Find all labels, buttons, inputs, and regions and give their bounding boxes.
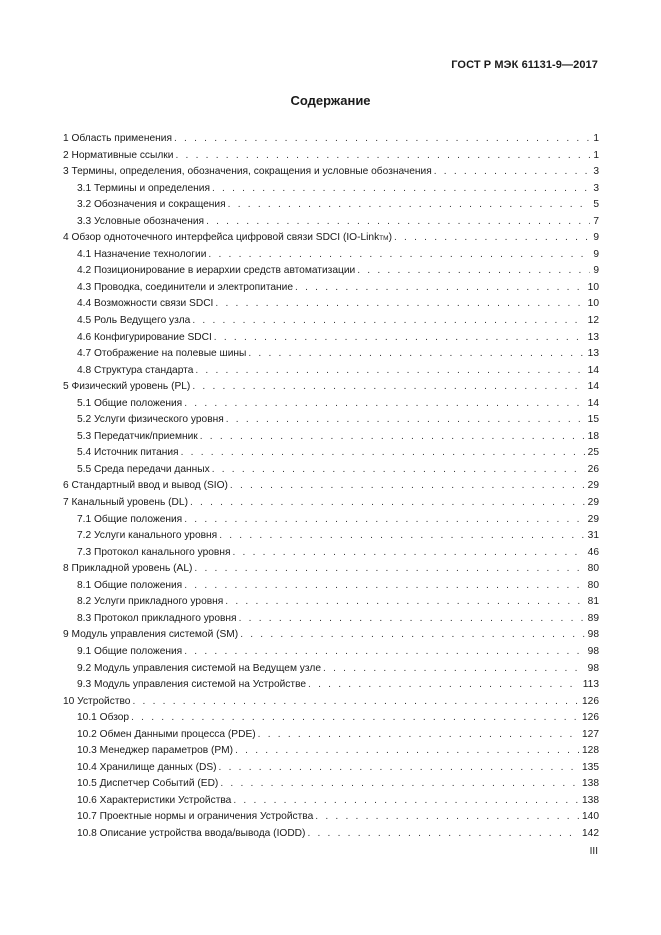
- toc-entry-page: 29: [587, 513, 599, 525]
- toc-entry[interactable]: [63, 462, 599, 479]
- toc-entry-page: 14: [587, 397, 599, 409]
- toc-entry-page: 98: [587, 645, 599, 657]
- toc-entry-label: 10.2 Обмен Данными процесса (PDE): [77, 728, 256, 740]
- toc-leader-dots: [240, 627, 584, 644]
- toc-entry[interactable]: [63, 594, 599, 611]
- toc-entry-label: 10.7 Проектные нормы и ограничения Устройства: [77, 811, 314, 823]
- toc-entry[interactable]: [63, 346, 599, 363]
- toc-entry[interactable]: [63, 379, 599, 396]
- toc-entry-page: 9: [593, 248, 599, 260]
- toc-entry[interactable]: [63, 296, 599, 313]
- toc-entry-page: 135: [582, 761, 599, 773]
- toc-entry[interactable]: [63, 197, 599, 214]
- toc-leader-dots: [190, 495, 585, 512]
- toc-entry-label: 7.3 Протокол канального уровня: [77, 546, 231, 558]
- toc-entry-page: 3: [593, 166, 599, 178]
- toc-entry[interactable]: [63, 545, 599, 562]
- toc-leader-dots: [315, 809, 579, 826]
- toc-entry-label: 9.3 Модуль управления системой на Устройстве: [77, 679, 307, 691]
- toc-entry-page: 81: [587, 596, 599, 608]
- toc-leader-dots: [225, 594, 584, 611]
- toc-leader-dots: [220, 776, 579, 793]
- toc-entry[interactable]: [63, 131, 599, 148]
- toc-entry-label: 7.2 Услуги канального уровня: [77, 530, 218, 542]
- toc-entry-label: 4.6 Конфигурирование SDCI: [77, 331, 212, 343]
- toc-entry-label: 10.4 Хранилище данных (DS): [77, 761, 217, 773]
- toc-leader-dots: [434, 164, 591, 181]
- toc-entry-page: 140: [582, 811, 599, 823]
- toc-leader-dots: [206, 214, 590, 231]
- toc-leader-dots: [184, 578, 584, 595]
- toc-entry-label: 1 Область применения: [63, 133, 172, 144]
- toc-entry-page: 5: [593, 199, 599, 211]
- toc-entry[interactable]: [63, 793, 599, 810]
- toc-entry[interactable]: [63, 528, 599, 545]
- toc-leader-dots: [200, 429, 585, 446]
- toc-entry-page: 1: [593, 149, 599, 161]
- toc-entry-label: 3 Термины, определения, обозначения, сокращения и условные обозначения: [63, 166, 432, 178]
- toc-entry-label: 5.5 Среда передачи данных: [77, 463, 210, 475]
- toc-entry[interactable]: [63, 313, 599, 330]
- toc-entry-label: 4.7 Отображение на полевые шины: [77, 348, 247, 360]
- toc-leader-dots: [219, 528, 584, 545]
- toc-entry[interactable]: [63, 214, 599, 231]
- toc-entry-label: 7.1 Общие положения: [77, 513, 183, 525]
- toc-leader-dots: [258, 727, 579, 744]
- toc-entry-label: 4.5 Роль Ведущего узла: [77, 315, 191, 327]
- toc-entry[interactable]: [63, 148, 599, 165]
- toc-leader-dots: [132, 694, 579, 711]
- toc-entry-label: 5.1 Общие положения: [77, 397, 183, 409]
- toc-entry-label: 4.1 Назначение технологии: [77, 248, 207, 260]
- toc-entry-label: 9 Модуль управления системой (SM): [63, 629, 239, 641]
- toc-entry[interactable]: [63, 280, 599, 297]
- toc-leader-dots: [194, 561, 584, 578]
- toc-entry-label: 8.1 Общие положения: [77, 579, 183, 591]
- toc-leader-dots: [192, 379, 584, 396]
- toc-entry[interactable]: [63, 743, 599, 760]
- toc-entry[interactable]: [63, 826, 599, 843]
- toc-entry-page: 127: [582, 728, 599, 740]
- toc-leader-dots: [184, 396, 584, 413]
- toc-entry[interactable]: [63, 263, 599, 280]
- toc-entry-page: 9: [593, 232, 599, 244]
- toc-entry-label: 5 Физический уровень (PL): [63, 381, 191, 393]
- toc-entry-label: 3.2 Обозначения и сокращения: [77, 199, 226, 211]
- toc-entry-page: 98: [587, 629, 599, 641]
- toc-entry-page: 46: [587, 546, 599, 558]
- toc-entry[interactable]: [63, 694, 599, 711]
- toc-leader-dots: [308, 677, 580, 694]
- toc-leader-dots: [212, 462, 585, 479]
- toc-entry[interactable]: [63, 429, 599, 446]
- toc-entry-page: 25: [587, 447, 599, 459]
- toc-entry-label: 9.1 Общие положения: [77, 645, 183, 657]
- toc-entry-label: 10 Устройство: [63, 695, 131, 707]
- toc-entry-label: 8.2 Услуги прикладного уровня: [77, 596, 224, 608]
- toc-leader-dots: [248, 346, 584, 363]
- toc-entry-page: 14: [587, 381, 599, 393]
- toc-leader-dots: [195, 363, 584, 380]
- toc-leader-dots: [235, 743, 579, 760]
- toc-entry-page: 1: [593, 133, 599, 144]
- toc-entry[interactable]: [63, 363, 599, 380]
- toc-entry-page: 9: [593, 265, 599, 277]
- toc-leader-dots: [208, 247, 590, 264]
- toc-title: Содержание: [290, 93, 371, 108]
- toc-leader-dots: [212, 181, 590, 198]
- toc-entry[interactable]: [63, 644, 599, 661]
- toc-leader-dots: [181, 445, 585, 462]
- toc-entry[interactable]: [63, 727, 599, 744]
- toc-entry[interactable]: [63, 247, 599, 264]
- toc-entry[interactable]: [63, 412, 599, 429]
- toc-entry[interactable]: [63, 661, 599, 678]
- toc-entry-label: 10.1 Обзор: [77, 712, 130, 724]
- toc-entry-page: 31: [587, 530, 599, 542]
- toc-entry-label: 5.4 Источник питания: [77, 447, 179, 459]
- toc-entry-page: 12: [587, 315, 599, 327]
- toc-entry[interactable]: [63, 776, 599, 793]
- toc-leader-dots: [192, 313, 584, 330]
- toc-entry-label: 7 Канальный уровень (DL): [63, 497, 188, 509]
- toc-leader-dots: [295, 280, 585, 297]
- toc-leader-dots: [357, 263, 590, 280]
- toc-entry[interactable]: 4 Обзор одноточечного интерфейса цифровой связи SDCI (IO-Link TM ) . . . 9: [63, 230, 599, 247]
- toc-entry-label: 5.3 Передатчик/приемник: [77, 430, 198, 442]
- toc-leader-dots: [323, 661, 585, 678]
- toc-entry[interactable]: [63, 181, 599, 198]
- toc-leader-dots: [174, 131, 590, 148]
- toc-entry-label: 10.8 Описание устройства ввода/вывода (IODD): [77, 827, 306, 839]
- toc-entry-page: 80: [587, 579, 599, 591]
- toc-entry-page: 80: [587, 563, 599, 575]
- toc-entry-label: 10.5 Диспетчер Событий (ED): [77, 778, 219, 790]
- toc-entry-label: 5.2 Услуги физического уровня: [77, 414, 224, 426]
- toc-leader-dots: [214, 330, 585, 347]
- toc-entry-page: 126: [582, 695, 599, 707]
- toc-leader-dots: [307, 826, 579, 843]
- toc-entry[interactable]: [63, 809, 599, 826]
- toc-entry-label: 8 Прикладной уровень (AL): [63, 563, 193, 575]
- toc-entry-label: 10.6 Характеристики Устройства: [77, 794, 232, 806]
- toc-entry[interactable]: [63, 677, 599, 694]
- toc-entry[interactable]: [63, 760, 599, 777]
- toc-entry[interactable]: [63, 611, 599, 628]
- toc-entry[interactable]: [63, 396, 599, 413]
- toc-entry-label: 6 Стандартный ввод и вывод (SIO): [63, 480, 228, 492]
- toc-entry-page: 7: [593, 215, 599, 227]
- toc-entry[interactable]: [63, 710, 599, 727]
- toc-entry-page: 14: [587, 364, 599, 376]
- toc-entry-label: 4.3 Проводка, соединители и электропитание: [77, 281, 294, 293]
- toc-entry-page: 26: [587, 463, 599, 475]
- toc-entry-page: 15: [587, 414, 599, 426]
- toc-entry-page: 29: [587, 497, 599, 509]
- toc-leader-dots: [394, 230, 590, 247]
- toc-entry-page: 113: [582, 679, 599, 691]
- standard-code: ГОСТ Р МЭК 61131-9—2017: [451, 59, 598, 71]
- toc-entry-label: 8.3 Протокол прикладного уровня: [77, 612, 237, 624]
- toc-entry-label: 10.3 Менеджер параметров (PM): [77, 745, 234, 757]
- toc-leader-dots: [184, 512, 584, 529]
- toc-entry[interactable]: [63, 561, 599, 578]
- toc-entry[interactable]: [63, 495, 599, 512]
- toc-entry[interactable]: [63, 478, 599, 495]
- toc-entry-label: 4.4 Возможности связи SDCI: [77, 298, 214, 310]
- toc-entry-page: 138: [582, 794, 599, 806]
- toc-leader-dots: [233, 793, 579, 810]
- toc-entry-page: 89: [587, 612, 599, 624]
- toc-entry-page: 142: [582, 827, 599, 839]
- toc-entry-page: 98: [587, 662, 599, 674]
- page-number: III: [589, 846, 598, 857]
- toc-leader-dots: [184, 644, 584, 661]
- toc-entry-page: 128: [582, 745, 599, 757]
- toc-leader-dots: [230, 478, 585, 495]
- toc-entry-page: 29: [587, 480, 599, 492]
- toc-entry-page: 13: [587, 348, 599, 360]
- toc-entry-page: 138: [582, 778, 599, 790]
- toc-entry-label: 2 Нормативные ссылки: [63, 149, 174, 161]
- toc-entry[interactable]: [63, 627, 599, 644]
- toc-entry-label-tail: ): [388, 232, 392, 244]
- toc-leader-dots: [215, 296, 584, 313]
- toc-leader-dots: [131, 710, 579, 727]
- toc-leader-dots: [239, 611, 585, 628]
- toc-entry[interactable]: [63, 330, 599, 347]
- toc-entry[interactable]: [63, 578, 599, 595]
- toc-entry-label: 9.2 Модуль управления системой на Ведущем узле: [77, 662, 322, 674]
- toc-entry-page: 10: [587, 298, 599, 310]
- toc-entry-page: 18: [587, 430, 599, 442]
- toc-leader-dots: [219, 760, 579, 777]
- toc-entry-label: 3.1 Термины и определения: [77, 182, 210, 194]
- toc-entry-label: 4 Обзор одноточечного интерфейса цифровой связи SDCI (IO-Link: [63, 232, 380, 244]
- toc-entry-label: 3.3 Условные обозначения: [77, 215, 205, 227]
- toc-leader-dots: [228, 197, 591, 214]
- toc-entry-label: 4.8 Структура стандарта: [77, 364, 194, 376]
- toc-entry-page: 3: [593, 182, 599, 194]
- toc-entry-page: 126: [582, 712, 599, 724]
- toc-entry[interactable]: [63, 512, 599, 529]
- toc-entry[interactable]: [63, 164, 599, 181]
- toc-entry[interactable]: [63, 445, 599, 462]
- table-of-contents: [63, 131, 599, 843]
- toc-entry-page: 10: [587, 281, 599, 293]
- toc-leader-dots: [226, 412, 585, 429]
- toc-leader-dots: [175, 148, 590, 165]
- toc-entry-label: 4.2 Позиционирование в иерархии средств автоматизации: [77, 265, 356, 277]
- toc-entry-page: 13: [587, 331, 599, 343]
- toc-leader-dots: [232, 545, 584, 562]
